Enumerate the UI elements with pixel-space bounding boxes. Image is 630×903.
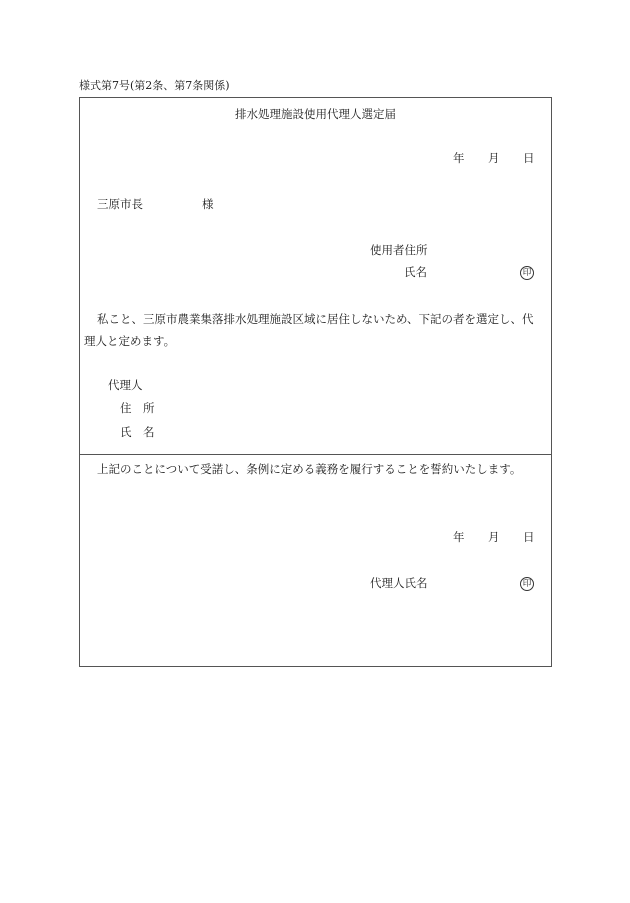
date-year: 年 <box>453 151 465 165</box>
date-month: 月 <box>488 151 500 165</box>
addressee-name: 三原市長 <box>97 197 143 211</box>
pledge-date-month: 月 <box>488 530 500 544</box>
form-number-label: 様式第7号(第2条、第7条関係) <box>79 79 230 92</box>
applicant-address-label: 使用者住所 <box>370 243 428 257</box>
agent-signature-label: 代理人氏名 <box>370 576 428 590</box>
form-frame <box>79 97 552 667</box>
addressee-honorific: 様 <box>202 197 214 211</box>
pledge-text: 上記のことについて受諾し、条例に定める義務を履行することを誓約いたします。 <box>97 462 522 476</box>
agent-address-label: 住 所 <box>120 401 155 415</box>
agent-name-label: 氏 名 <box>120 425 155 439</box>
applicant-name-label: 氏名 <box>404 265 427 279</box>
seal-mark: 印 <box>520 266 534 280</box>
agent-heading: 代理人 <box>108 378 143 392</box>
body-text-line-2: 理人と定めます。 <box>84 334 176 348</box>
agent-seal-mark: 印 <box>520 577 534 591</box>
section-divider <box>79 454 552 455</box>
pledge-date-day: 日 <box>523 530 535 544</box>
date-day: 日 <box>523 151 535 165</box>
pledge-date-year: 年 <box>453 530 465 544</box>
body-text-line-1: 私こと、三原市農業集落排水処理施設区域に居住しないため、下記の者を選定し、代 <box>97 312 534 326</box>
form-title: 排水処理施設使用代理人選定届 <box>235 107 396 121</box>
